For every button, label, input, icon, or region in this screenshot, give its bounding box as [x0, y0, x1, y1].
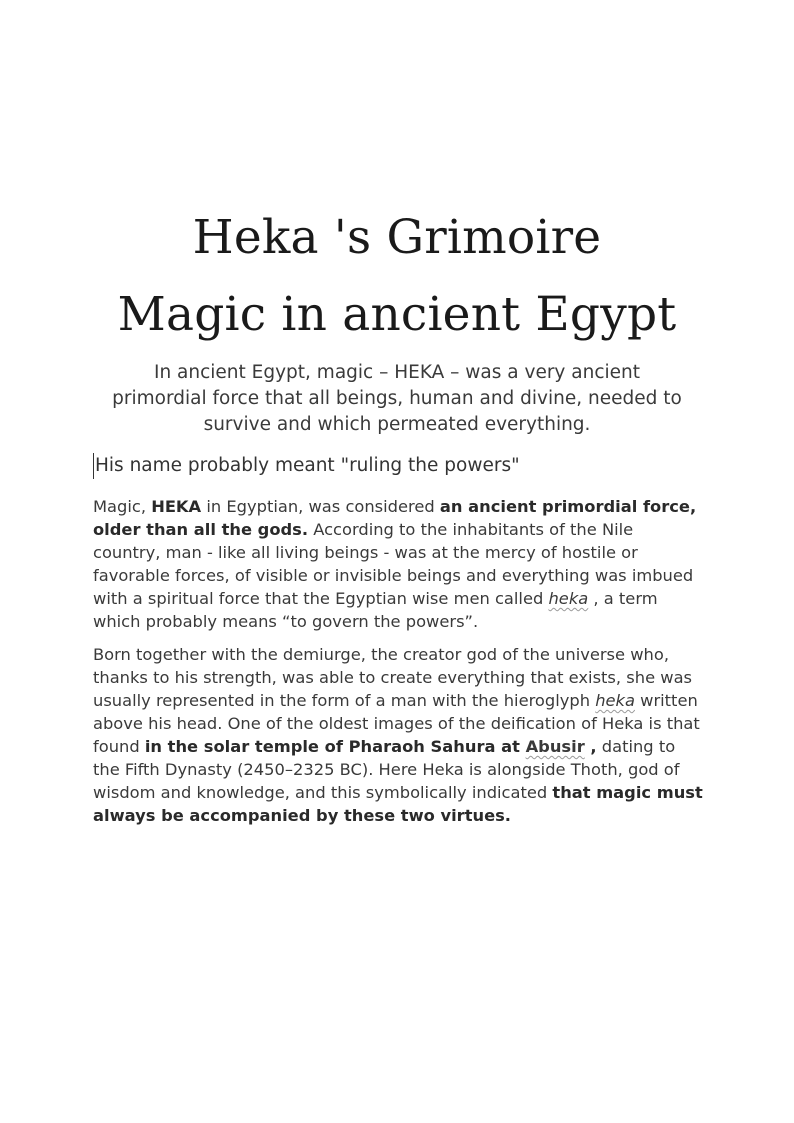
bold-text-run: HEKA	[151, 497, 202, 516]
document-title: Heka 's Grimoire	[192, 210, 602, 265]
bold-text-run: in the solar temple of Pharaoh Sahura at	[144, 737, 526, 756]
spellcheck-flagged-place[interactable]: Abusir	[525, 737, 585, 756]
text-run: According to the inhabitants of the Nile country, man - like all living beings - was at the mercy of hostile or favorable forces, of visible or invisible beings and everything was imbued with a spiritual force that the Egyptian wise men called	[93, 520, 694, 608]
text-run: in Egyptian, was considered	[201, 497, 440, 516]
body-paragraph-1	[93, 495, 705, 633]
section-heading[interactable]: His name probably meant "ruling the powers"	[93, 453, 520, 479]
text-run: Magic,	[93, 497, 152, 516]
lead-paragraph: In ancient Egypt, magic – HEKA – was a very ancient primordial force that all beings, human and divine, needed to survive and which permeated everything.	[112, 362, 682, 435]
text-run: written above his head. One of the oldest images of the deification of Heka is that found	[93, 691, 700, 756]
bold-text-run: that magic must always be accompanied by these two virtues.	[93, 783, 703, 825]
text-run: , a term which probably means “to govern the powers”.	[93, 589, 658, 631]
spellcheck-flagged-term[interactable]: heka	[595, 691, 635, 710]
document-subtitle: Magic in ancient Egypt	[117, 287, 677, 342]
body-paragraph-2	[93, 643, 705, 827]
spellcheck-flagged-term[interactable]: heka	[548, 589, 589, 608]
bold-text-run: ,	[584, 737, 597, 756]
text-run: Born together with the demiurge, the creator god of the universe who, thanks to his strength, was able to create everything that exists, she was usually represented in the form of a man with the hieroglyph	[93, 645, 693, 710]
bold-text-run: an ancient primordial force, older than all the gods.	[93, 497, 697, 539]
text-run: dating to the Fifth Dynasty (2450–2325 BC). Here Heka is alongside Thoth, god of wisdom and knowledge, and this symbolically indicated	[93, 737, 680, 802]
